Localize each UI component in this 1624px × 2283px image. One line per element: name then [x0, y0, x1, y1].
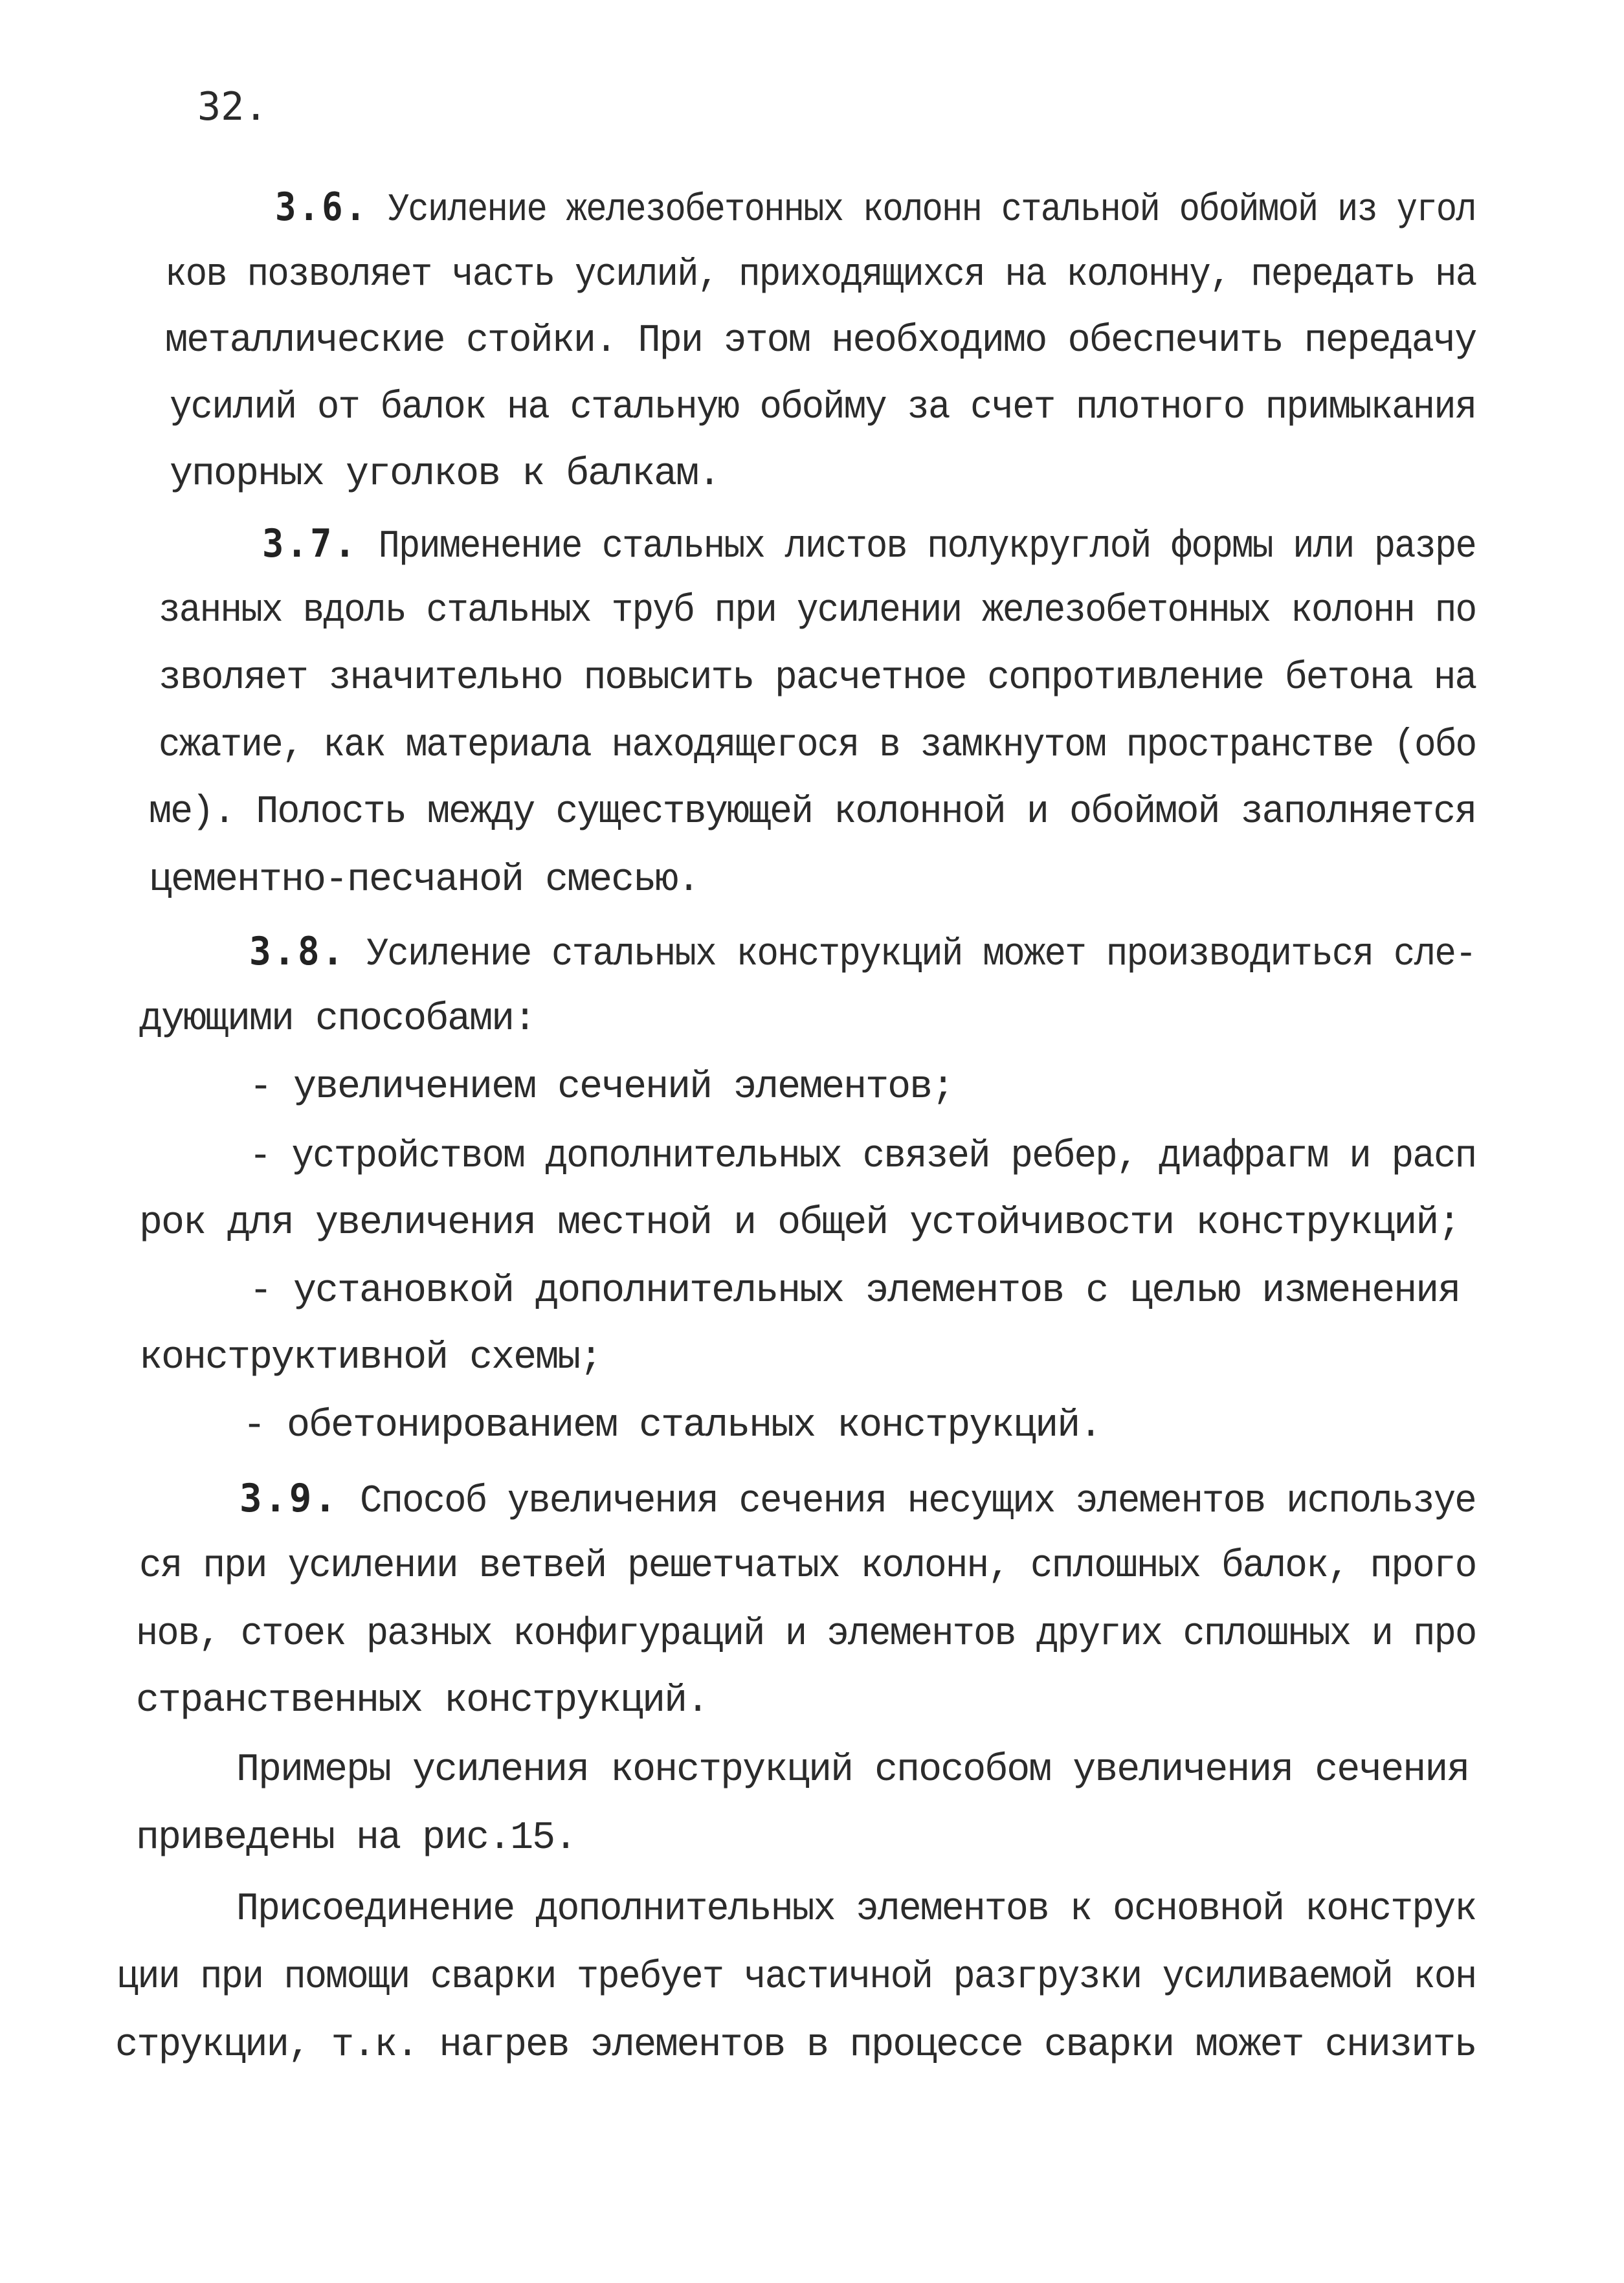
line-text: дующими способами:: [139, 997, 536, 1041]
line-text: зволяет значительно повысить расчетное сопротивление бетона на: [159, 656, 1476, 700]
line-text: ме). Полость между существующей колонной и обоймой заполняется: [149, 790, 1476, 834]
text-line: [136, 1816, 1476, 1860]
line-text: усилий от балок на стальную обойму за счет плотного примыкания: [170, 386, 1476, 430]
text-line: [139, 997, 1476, 1041]
text-line: [159, 724, 1476, 768]
text-line: [249, 1135, 1476, 1179]
text-line: [149, 858, 1476, 902]
line-text: - обетонированием стальных конструкций.: [243, 1404, 1102, 1448]
text-line: [275, 184, 1476, 232]
page-number: 32.: [197, 84, 268, 129]
line-text: струкции, т.к. нагрев элементов в процессе сварки может снизить: [115, 2023, 1476, 2067]
text-line: [159, 656, 1476, 700]
line-text: Усиление стальных конструкций может производиться сле-: [346, 933, 1476, 977]
text-line: [249, 1065, 1476, 1109]
line-text: конструктивной схемы;: [139, 1336, 602, 1380]
text-line: [139, 1201, 1476, 1245]
line-text: странственных конструкций.: [136, 1679, 709, 1723]
line-text: - увеличением сечений элементов;: [249, 1065, 954, 1109]
line-text: цементно-песчаной смесью.: [149, 858, 700, 902]
text-line: [149, 790, 1476, 834]
text-line: [170, 452, 1476, 496]
section-number: 3.9.: [239, 1476, 339, 1521]
text-line: [170, 386, 1476, 430]
text-line: [236, 1748, 1476, 1792]
line-text: - устройством дополнительных связей ребер, диафрагм и расп: [249, 1135, 1476, 1179]
text-line: [243, 1404, 1476, 1448]
section-number: 3.6.: [275, 184, 369, 230]
text-line: [239, 1476, 1476, 1524]
text-line: [236, 1888, 1476, 1932]
text-line: [249, 1269, 1476, 1313]
line-text: ции при помощи сварки требует частичной разгрузки усиливаемой кон: [117, 1955, 1476, 1999]
line-text: - установкой дополнительных элементов с целью изменения: [249, 1269, 1460, 1313]
line-text: ков позволяет часть усилий, приходящихся на колонну, передать на: [165, 253, 1476, 297]
line-text: металлические стойки. При этом необходимо обеспечить передачу: [165, 319, 1476, 363]
text-line: [249, 929, 1476, 977]
line-text: приведены на рис.15.: [136, 1816, 577, 1860]
line-text: Способ увеличения сечения несущих элементов используе: [339, 1480, 1476, 1524]
line-text: Применение стальных листов полукруглой формы или разре: [358, 525, 1476, 569]
text-line: [165, 253, 1476, 297]
section-number: 3.8.: [249, 929, 346, 974]
text-line: [117, 1955, 1476, 1999]
text-line: [139, 1336, 1476, 1380]
line-text: сжатие, как материала находящегося в замкнутом пространстве (обо: [159, 724, 1476, 768]
line-text: нов, стоек разных конфигураций и элементов других сплошных и про: [136, 1612, 1476, 1656]
section-number: 3.7.: [262, 521, 359, 566]
text-line: [136, 1612, 1476, 1656]
line-text: Примеры усиления конструкций способом увеличения сечения: [236, 1748, 1469, 1792]
line-text: ся при усилении ветвей решетчатых колонн, сплошных балок, прого: [139, 1544, 1476, 1588]
line-text: Присоединение дополнительных элементов к основной конструк: [236, 1888, 1476, 1932]
text-line: [136, 1679, 1476, 1723]
line-text: Усиление железобетонных колонн стальной обоймой из угол: [368, 188, 1476, 232]
text-line: [139, 1544, 1476, 1588]
text-line: [262, 521, 1476, 569]
text-line: [165, 319, 1476, 363]
text-line: [115, 2023, 1476, 2067]
line-text: рок для увеличения местной и общей устойчивости конструкций;: [139, 1201, 1460, 1245]
text-line: [159, 589, 1476, 633]
line-text: занных вдоль стальных труб при усилении железобетонных колонн по: [159, 589, 1476, 633]
line-text: упорных уголков к балкам.: [170, 452, 720, 496]
